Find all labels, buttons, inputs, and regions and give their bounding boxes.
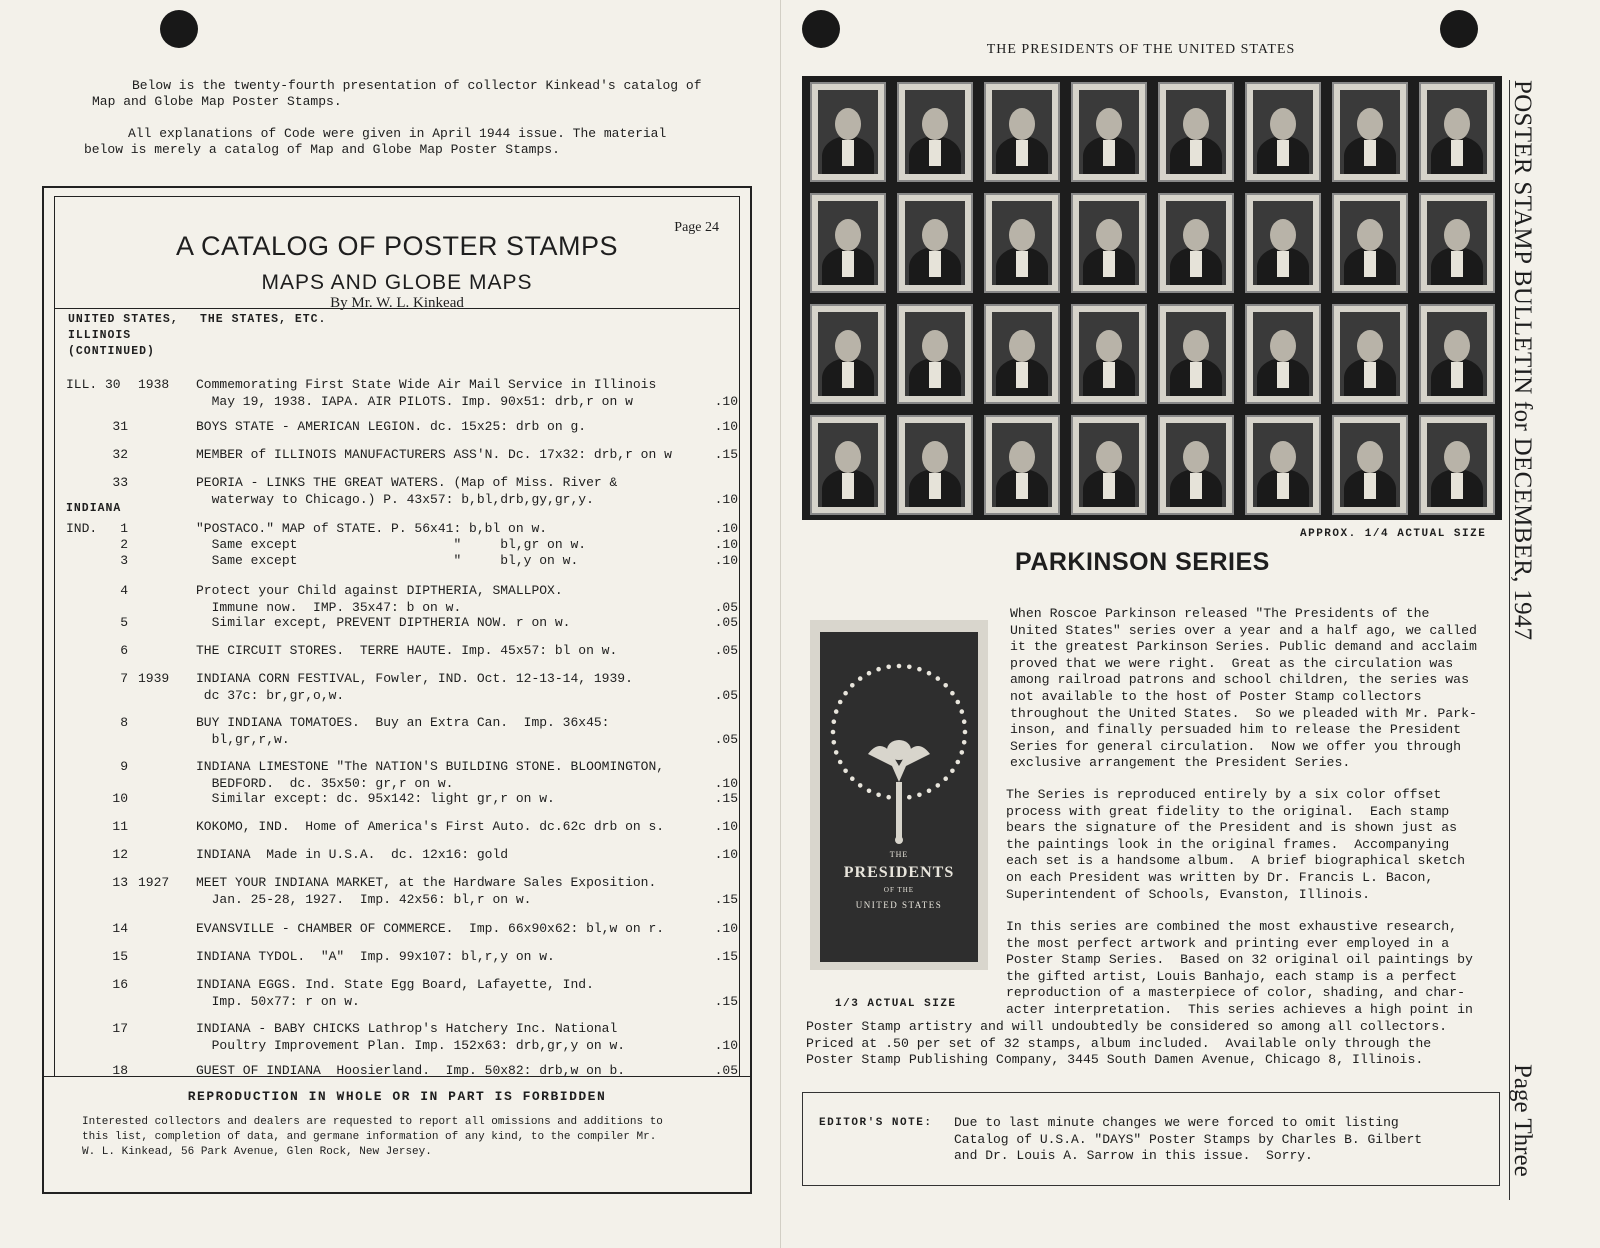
portrait-face [1096, 441, 1122, 473]
portrait-shirt [1103, 473, 1115, 499]
album-title-the: THE [889, 850, 909, 859]
star-icon [867, 671, 872, 676]
entry-number: 2 [120, 537, 128, 552]
president-portrait-stamp [1332, 82, 1408, 182]
portrait-face [1357, 108, 1383, 140]
portrait-image [1340, 90, 1400, 174]
portrait-shirt [1190, 251, 1202, 277]
portrait-face [1357, 219, 1383, 251]
portrait-shirt [1190, 362, 1202, 388]
portrait-image [818, 90, 878, 174]
portrait-face [1183, 108, 1209, 140]
entry-description: Similar except, PREVENT DIPTHERIA NOW. r on w. [196, 615, 571, 630]
portrait-image [905, 201, 965, 285]
portrait-face [1357, 330, 1383, 362]
entry-description: "POSTACO." MAP of STATE. P. 56x41: b,bl on w. [196, 521, 548, 536]
entry-number: 10 [112, 791, 128, 806]
portrait-face [1270, 108, 1296, 140]
entry-price: .10 [714, 921, 738, 936]
portrait-shirt [1190, 140, 1202, 166]
star-icon [843, 769, 848, 774]
portrait-face [1444, 108, 1470, 140]
portrait-face [835, 441, 861, 473]
entry-description: INDIANA TYDOL. "A" Imp. 99x107: bl,r,y on w. [196, 949, 555, 964]
portrait-shirt [1364, 473, 1376, 499]
president-portrait-stamp [1332, 304, 1408, 404]
editor-note-box [802, 1092, 1500, 1186]
star-icon [936, 783, 941, 788]
star-icon [843, 691, 848, 696]
entry-price: .15 [714, 994, 738, 1009]
portrait-shirt [842, 140, 854, 166]
entry-price: .05 [714, 643, 738, 658]
portrait-image [1253, 423, 1313, 507]
portrait-face [922, 330, 948, 362]
star-icon [850, 683, 855, 688]
entry-number: 11 [112, 819, 128, 834]
portrait-shirt [929, 251, 941, 277]
portrait-shirt [1277, 362, 1289, 388]
president-portrait-stamp [1419, 193, 1495, 293]
star-icon [886, 665, 891, 670]
star-icon [950, 769, 955, 774]
star-icon [927, 671, 932, 676]
entry-price: .05 [714, 615, 738, 630]
portrait-face [1270, 219, 1296, 251]
portrait-image [1166, 90, 1226, 174]
entry-number: 13 [112, 875, 128, 890]
intro-paragraph-2: All explanations of Code were given in April 1944 issue. The material below is merely a catalog of Map and Globe Map Poster Stamps. [84, 126, 667, 157]
entry-price: .10 [714, 553, 738, 568]
entry-description: PEORIA - LINKS THE GREAT WATERS. (Map of Miss. River & waterway to Chicago.) P. 43x57: b,bl,drb,gy,gr,y. [196, 475, 618, 507]
entry-number: 1 [120, 521, 128, 536]
star-icon [960, 709, 965, 714]
entry-description: INDIANA CORN FESTIVAL, Fowler, IND. Oct. 12-13-14, 1939. dc 37c: br,gr,o,w. [196, 671, 633, 703]
entry-year: 1939 [138, 671, 170, 686]
portrait-shirt [1451, 140, 1463, 166]
portrait-shirt [929, 473, 941, 499]
entry-price: .10 [714, 492, 738, 507]
portrait-face [1183, 219, 1209, 251]
star-icon [897, 664, 902, 669]
president-portrait-stamp [897, 304, 973, 404]
entry-price: .15 [714, 447, 738, 462]
portrait-shirt [1451, 473, 1463, 499]
portrait-face [1357, 441, 1383, 473]
portrait-image [992, 423, 1052, 507]
portrait-image [1427, 90, 1487, 174]
president-portrait-stamp [1071, 415, 1147, 515]
president-portrait-stamp [1071, 193, 1147, 293]
entry-description: MEMBER of ILLINOIS MANUFACTURERS ASS'N. Dc. 17x32: drb,r on w [196, 447, 672, 462]
portrait-face [1009, 441, 1035, 473]
entry-description: THE CIRCUIT STORES. TERRE HAUTE. Imp. 45x57: bl on w. [196, 643, 618, 658]
portrait-face [1096, 330, 1122, 362]
star-icon [832, 719, 837, 724]
president-portrait-stamp [897, 415, 973, 515]
president-portrait-stamp [984, 415, 1060, 515]
entry-price: .10 [714, 847, 738, 862]
portrait-image [992, 201, 1052, 285]
entry-price: .10 [714, 819, 738, 834]
portrait-image [1166, 201, 1226, 285]
entry-number: 14 [112, 921, 128, 936]
portrait-shirt [1277, 140, 1289, 166]
portrait-image [1253, 90, 1313, 174]
editor-note-label: EDITOR'S NOTE: [819, 1117, 933, 1129]
portrait-face [922, 108, 948, 140]
entry-number: 12 [112, 847, 128, 862]
entry-number: 31 [112, 419, 128, 434]
entry-description: INDIANA EGGS. Ind. State Egg Board, Lafayette, Ind. Imp. 50x77: r on w. [196, 977, 594, 1009]
entry-year: 1927 [138, 875, 170, 890]
presidents-stamp-sheet [802, 76, 1502, 520]
portrait-image [818, 201, 878, 285]
entry-price: .05 [714, 1063, 738, 1078]
entry-description: MEET YOUR INDIANA MARKET, at the Hardware Sales Exposition. Jan. 25-28, 1927. Imp. 42x56: bl,r on w. [196, 875, 657, 907]
star-icon [886, 795, 891, 800]
entry-description: Protect your Child against DIPTHERIA, SMALLPOX. Immune now. IMP. 35x47: b on w. [196, 583, 563, 615]
entry-year: 1938 [138, 377, 170, 392]
portrait-image [1253, 312, 1313, 396]
portrait-shirt [1364, 362, 1376, 388]
portrait-shirt [1016, 362, 1028, 388]
portrait-image [1253, 201, 1313, 285]
entry-number: 5 [120, 615, 128, 630]
album-title-presidents: PRESIDENTS [843, 864, 955, 881]
portrait-face [922, 441, 948, 473]
portrait-face [1270, 441, 1296, 473]
president-portrait-stamp [1245, 304, 1321, 404]
star-icon [832, 740, 837, 745]
president-portrait-stamp [984, 193, 1060, 293]
entry-price: .15 [714, 949, 738, 964]
entry-description: BUY INDIANA TOMATOES. Buy an Extra Can. Imp. 36x45: bl,gr,r,w. [196, 715, 610, 747]
portrait-shirt [929, 362, 941, 388]
star-icon [962, 719, 967, 724]
series-paragraph-3b: Poster Stamp artistry and will undoubtedly be considered so among all collectors. Priced at .50 per set of 32 stamps, album included. Available only through the Poster Stamp Publishing Company, 3445 South Damen Avenue, Chicago 8, Illinois. [806, 1019, 1448, 1068]
portrait-shirt [842, 473, 854, 499]
entry-number: 3 [120, 553, 128, 568]
portrait-face [835, 108, 861, 140]
president-portrait-stamp [1245, 415, 1321, 515]
entry-price: .10 [714, 394, 738, 409]
footer-title: REPRODUCTION IN WHOLE OR IN PART IS FORBIDDEN [187, 1089, 607, 1104]
entry-state: ILL. 30 [66, 377, 121, 392]
president-portrait-stamp [1158, 304, 1234, 404]
entry-description: Commemorating First State Wide Air Mail Service in Illinois May 19, 1938. IAPA. AIR PILOTS. Imp. 90x51: drb,r on w [196, 377, 657, 409]
president-portrait-stamp [1245, 193, 1321, 293]
portrait-shirt [929, 140, 941, 166]
bulletin-masthead: POSTER STAMP BULLETIN for DECEMBER, 1947 [1509, 80, 1536, 641]
series-paragraph-1: When Roscoe Parkinson released "The Presidents of the United States" series over a year and a half ago, we called it the greatest Parkinson Series. Public demand and acclaim proved that we were right. Great as the circulation was among railroad patrons and school children, the series was not available to the host of Poster Stamp collectors throughout the United States. So we pleaded with Mr. Park- inson, and finally persuaded him to release the President Series for general circulation. Now we offer you through exclusive arrangement the President Series. [1010, 606, 1477, 771]
entry-number: 18 [112, 1063, 128, 1078]
portrait-shirt [1190, 473, 1202, 499]
footer-text: Interested collectors and dealers are requested to report all omissions and additions to this list, completion of data, and germane information of any kind, to the compiler Mr. W. L. Kinkead, 56 Park Avenue, Glen Rock, New Jersey. [82, 1116, 663, 1158]
catalog-title: A CATALOG OF POSTER STAMPS [175, 231, 619, 261]
entry-number: 32 [112, 447, 128, 462]
entry-price: .10 [714, 419, 738, 434]
star-icon [867, 789, 872, 794]
portrait-face [835, 219, 861, 251]
album-cover [820, 632, 978, 962]
star-icon [927, 789, 932, 794]
portrait-face [1444, 441, 1470, 473]
entry-number: 8 [120, 715, 128, 730]
star-icon [963, 730, 968, 735]
catalog-page-number: Page 24 [674, 220, 719, 235]
intro-paragraph-1: Below is the twenty-fourth presentation of collector Kinkead's catalog of Map and Globe Map Poster Stamps. [92, 78, 702, 109]
portrait-shirt [1016, 473, 1028, 499]
president-portrait-stamp [1158, 193, 1234, 293]
entry-price: .10 [714, 776, 738, 791]
portrait-image [905, 423, 965, 507]
portrait-image [1079, 201, 1139, 285]
president-portrait-stamp [810, 304, 886, 404]
star-icon [960, 750, 965, 755]
president-portrait-stamp [1419, 415, 1495, 515]
president-portrait-stamp [1071, 304, 1147, 404]
portrait-face [1009, 219, 1035, 251]
president-portrait-stamp [810, 193, 886, 293]
portrait-face [1444, 219, 1470, 251]
series-paragraph-3a: In this series are combined the most exhaustive research, the most perfect artwork and printing ever employed in a Poster Stamp Series. Based on 32 original oil paintings by the gifted artist, Louis Banhajo, each stamp is a perfect reproduction of a masterpiece of color, shading, and char- acter interpretation. This series achieves a high point in [1006, 919, 1473, 1017]
star-icon [962, 740, 967, 745]
president-portrait-stamp [1419, 304, 1495, 404]
president-portrait-stamp [1071, 82, 1147, 182]
president-portrait-stamp [984, 304, 1060, 404]
entry-description: GUEST OF INDIANA Hoosierland. Imp. 50x82: drb,w on b. [196, 1063, 626, 1078]
approx-size-label: APPROX. 1/4 ACTUAL SIZE [1300, 528, 1487, 540]
president-portrait-stamp [897, 193, 973, 293]
star-icon [936, 676, 941, 681]
entry-number: 33 [112, 475, 128, 490]
entry-price: .15 [714, 892, 738, 907]
entry-description: Same except " bl,y on w. [196, 553, 579, 568]
portrait-face [1444, 330, 1470, 362]
portrait-shirt [1103, 362, 1115, 388]
star-icon [917, 793, 922, 798]
star-icon [834, 750, 839, 755]
portrait-image [1340, 201, 1400, 285]
portrait-face [922, 219, 948, 251]
catalog-byline: By Mr. W. L. Kinkead [330, 295, 464, 311]
star-icon [956, 760, 961, 765]
album-size-label: 1/3 ACTUAL SIZE [835, 998, 957, 1010]
portrait-shirt [1016, 140, 1028, 166]
portrait-shirt [1016, 251, 1028, 277]
indiana-section-label: INDIANA [66, 502, 122, 515]
entry-number: 6 [120, 643, 128, 658]
star-icon [858, 783, 863, 788]
president-portrait-stamp [1158, 82, 1234, 182]
album-title-ofthe: OF THE [883, 886, 915, 894]
president-portrait-stamp [810, 82, 886, 182]
star-icon [943, 776, 948, 781]
catalog-box [42, 186, 752, 1194]
entry-price: .10 [714, 1038, 738, 1053]
star-icon [917, 667, 922, 672]
portrait-shirt [1277, 251, 1289, 277]
portrait-image [1166, 312, 1226, 396]
portrait-shirt [1451, 362, 1463, 388]
catalog-footer [44, 1076, 750, 1189]
portrait-face [1096, 108, 1122, 140]
entry-description: KOKOMO, IND. Home of America's First Auto. dc.62c drb on s. [196, 819, 665, 834]
entry-description: Same except " bl,gr on w. [196, 537, 587, 552]
president-portrait-stamp [984, 82, 1060, 182]
portrait-image [992, 90, 1052, 174]
portrait-image [1166, 423, 1226, 507]
star-icon [950, 691, 955, 696]
column-header-states: THE STATES, ETC. [200, 313, 327, 326]
portrait-face [1096, 219, 1122, 251]
album-cover-image [810, 620, 988, 970]
portrait-image [905, 312, 965, 396]
portrait-image [992, 312, 1052, 396]
portrait-image [1340, 312, 1400, 396]
star-icon [858, 676, 863, 681]
page-number-right: Page Three [1509, 1064, 1536, 1177]
president-portrait-stamp [1332, 193, 1408, 293]
portrait-shirt [1364, 140, 1376, 166]
entry-number: 16 [112, 977, 128, 992]
entry-price: .10 [714, 537, 738, 552]
portrait-shirt [1277, 473, 1289, 499]
entry-description: INDIANA LIMESTONE "The NATION'S BUILDING STONE. BLOOMINGTON, BEDFORD. dc. 35x50: gr,r on w. [196, 759, 665, 791]
presidents-title: THE PRESIDENTS OF THE UNITED STATES [986, 42, 1296, 57]
editor-note-text: Due to last minute changes we were forced to omit listing Catalog of U.S.A. "DAYS" Poster Stamps by Charles B. Gilbert and Dr. Louis A. Sarrow in this issue. Sorry. [954, 1115, 1423, 1163]
catalog-divider [54, 308, 740, 309]
portrait-image [1079, 423, 1139, 507]
stars-wreath-icon [820, 642, 978, 852]
president-portrait-stamp [1245, 82, 1321, 182]
portrait-image [818, 312, 878, 396]
portrait-image [1427, 201, 1487, 285]
portrait-image [1340, 423, 1400, 507]
entry-description: Similar except: dc. 95x142: light gr,r on w. [196, 791, 555, 806]
portrait-face [1009, 330, 1035, 362]
catalog-subtitle: MAPS AND GLOBE MAPS [261, 271, 533, 294]
star-icon [943, 683, 948, 688]
portrait-image [905, 90, 965, 174]
portrait-shirt [1103, 251, 1115, 277]
portrait-face [835, 330, 861, 362]
star-icon [876, 667, 881, 672]
portrait-image [1079, 312, 1139, 396]
entry-description: BOYS STATE - AMERICAN LEGION. dc. 15x25: drb on g. [196, 419, 587, 434]
president-portrait-stamp [897, 82, 973, 182]
entry-description: INDIANA - BABY CHICKS Lathrop's Hatchery Inc. National Poultry Improvement Plan. Imp. 152x63: drb,gr,y on w. [196, 1021, 626, 1053]
star-icon [907, 665, 912, 670]
star-icon [838, 700, 843, 705]
president-portrait-stamp [1332, 415, 1408, 515]
entry-description: EVANSVILLE - CHAMBER OF COMMERCE. Imp. 66x90x62: bl,w on r. [196, 921, 665, 936]
entry-number: 9 [120, 759, 128, 774]
star-icon [850, 776, 855, 781]
entry-price: .05 [714, 600, 738, 615]
portrait-image [1427, 312, 1487, 396]
entry-price: .05 [714, 732, 738, 747]
president-portrait-stamp [810, 415, 886, 515]
portrait-image [1079, 90, 1139, 174]
star-icon [907, 795, 912, 800]
star-icon [831, 730, 836, 735]
column-header-region: UNITED STATES, ILLINOIS (CONTINUED) [68, 313, 179, 358]
entry-price: .05 [714, 688, 738, 703]
series-title: PARKINSON SERIES [1015, 548, 1270, 576]
portrait-image [818, 423, 878, 507]
portrait-shirt [1364, 251, 1376, 277]
portrait-image [1427, 423, 1487, 507]
entry-price: .15 [714, 791, 738, 806]
entry-number: 7 [120, 671, 128, 686]
entry-number: 4 [120, 583, 128, 598]
portrait-face [1183, 330, 1209, 362]
entry-number: 15 [112, 949, 128, 964]
entry-state: IND. [66, 521, 98, 536]
star-icon [834, 709, 839, 714]
entry-description: INDIANA Made in U.S.A. dc. 12x16: gold [196, 847, 509, 862]
entry-price: .10 [714, 521, 738, 536]
portrait-shirt [842, 362, 854, 388]
portrait-face [1009, 108, 1035, 140]
president-portrait-stamp [1419, 82, 1495, 182]
portrait-face [1270, 330, 1296, 362]
president-portrait-stamp [1158, 415, 1234, 515]
portrait-shirt [1103, 140, 1115, 166]
album-title-us: UNITED STATES [855, 900, 943, 910]
portrait-face [1183, 441, 1209, 473]
portrait-shirt [1451, 251, 1463, 277]
star-icon [838, 760, 843, 765]
star-icon [956, 700, 961, 705]
star-icon [876, 793, 881, 798]
left-page [0, 0, 780, 1248]
portrait-shirt [842, 251, 854, 277]
entry-number: 17 [112, 1021, 128, 1036]
series-paragraph-2: The Series is reproduced entirely by a six color offset process with great fidelity to the original. Each stamp bears the signature of the President and is shown just as the paintings look in the original frames. Accompanying each set is a handsome album. A brief biographical sketch on each President was written by Dr. Francis L. Bacon, Superintendent of Schools, Evanston, Illinois. [1006, 787, 1465, 902]
